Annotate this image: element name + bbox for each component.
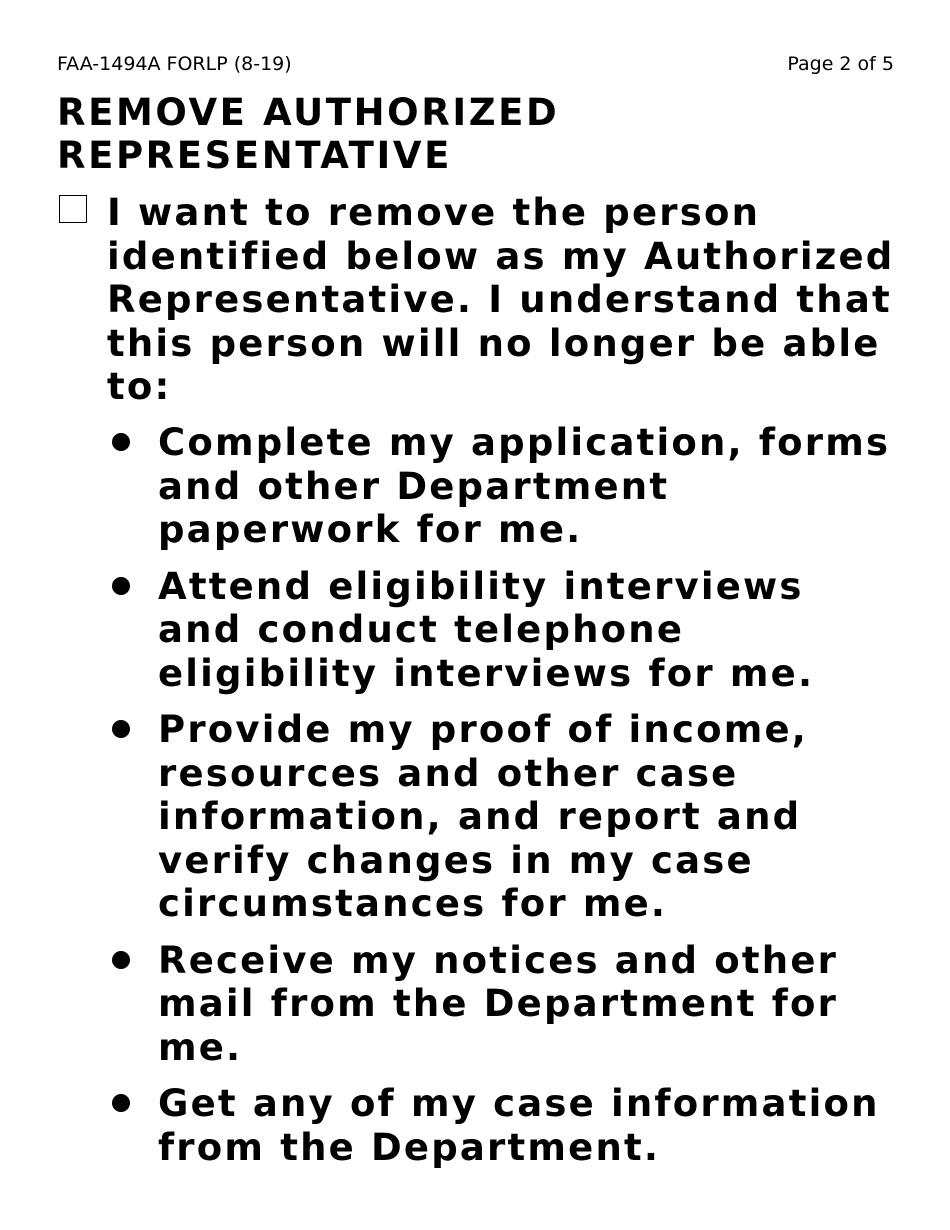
remove-representative-checkbox[interactable]	[59, 195, 87, 223]
list-item-text: Complete my application, forms and other Department paperwork for me.	[158, 421, 891, 551]
bullet-icon	[112, 720, 130, 738]
page-indicator: Page 2 of 5	[787, 53, 894, 75]
bullet-list	[0, 421, 950, 1182]
bullet-icon	[112, 1094, 130, 1112]
form-code: FAA-1494A FORLP (8-19)	[57, 53, 292, 75]
list-item-text: Get any of my case information from the Department.	[158, 1082, 880, 1169]
list-item-text: Provide my proof of income, resources and other case information, and report and verify changes in my case circumstances for me.	[158, 708, 809, 925]
list-item	[0, 939, 898, 1070]
list-item	[0, 565, 898, 696]
list-item-text: Receive my notices and other mail from the Department for me.	[158, 938, 839, 1069]
remove-statement: I want to remove the person identified below as my Authorized Representative. I understand that this person will no longer be able to:	[107, 191, 895, 408]
section-title: REMOVE AUTHORIZED REPRESENTATIVE	[57, 91, 560, 177]
bullet-icon	[112, 577, 130, 595]
list-item	[0, 1082, 898, 1169]
list-item-text: Attend eligibility interviews and conduct telephone eligibility interviews for me.	[158, 564, 815, 695]
bullet-icon	[112, 951, 130, 969]
list-item	[0, 421, 898, 552]
bullet-icon	[112, 433, 130, 451]
list-item	[0, 708, 898, 926]
